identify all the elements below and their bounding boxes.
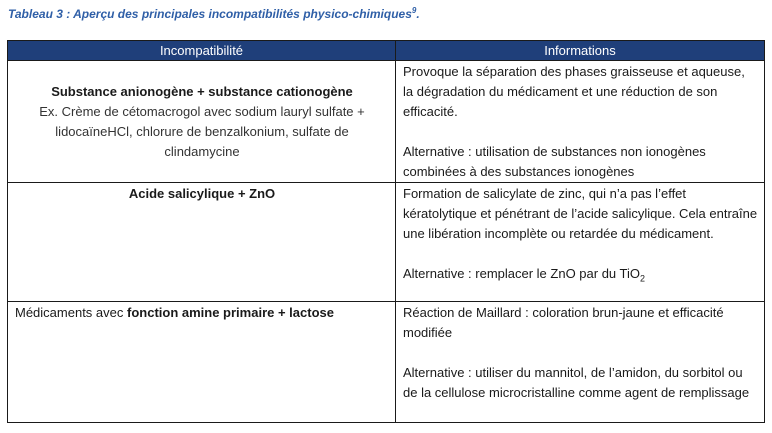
alternative-text: Alternative : remplacer le ZnO par du TiO [403,266,640,281]
incompatibility-cell [8,183,396,302]
incompatibility-prefix: Médicaments avec [15,305,127,320]
table-row [8,61,765,183]
incompatibility-cell [8,302,396,423]
caption-text: Tableau 3 : Aperçu des principales incompatibilités physico-chimiques [8,7,412,21]
information-cell [396,302,765,423]
information-cell [396,183,765,302]
incompatibility-title: Substance anionogène + substance cationogène [51,84,353,99]
table-header-row [8,41,765,61]
table-row [8,302,765,423]
information-alternative: Alternative : utilisation de substances non ionogènes combinées à des substances ionogènes [403,144,706,179]
table-row [8,183,765,302]
information-text: Provoque la séparation des phases graisseuse et aqueuse, la dégradation du médicament et une réduction de son efficacité. [403,64,745,119]
information-cell [396,61,765,183]
subscript-two: 2 [639,273,645,284]
information-text: Formation de salicylate de zinc, qui n’a pas l’effet kératolytique et pénétrant de l’acide salicylique. Cela entraîne une libération incomplète ou retardée du médicament. [403,186,758,241]
header-informations: Informations [396,41,765,61]
information-alternative: Alternative : utiliser du mannitol, de l’amidon, du sorbitol ou de la cellulose microcristalline comme agent de remplissage [403,365,750,400]
header-incompatibilite: Incompatibilité [8,41,396,61]
spacer [403,343,758,363]
incompatibility-example: Ex. Crème de cétomacrogol avec sodium lauryl sulfate + lidocaïneHCl, chlorure de benzalkonium, sulfate de clindamycine [39,104,365,159]
caption-end: . [416,7,420,21]
caption-reference: 9 [411,6,417,15]
information-text: Réaction de Maillard : coloration brun-jaune et efficacité modifiée [403,305,724,340]
table-caption [8,6,420,21]
information-alternative [403,264,758,284]
spacer [403,122,758,142]
incompatibility-bold: fonction amine primaire + lactose [127,305,334,320]
incompatibility-table [7,40,765,423]
incompatibility-title [15,303,389,323]
incompatibility-title: Acide salicylique + ZnO [128,186,276,201]
incompatibility-cell [8,61,396,183]
spacer [403,244,758,264]
